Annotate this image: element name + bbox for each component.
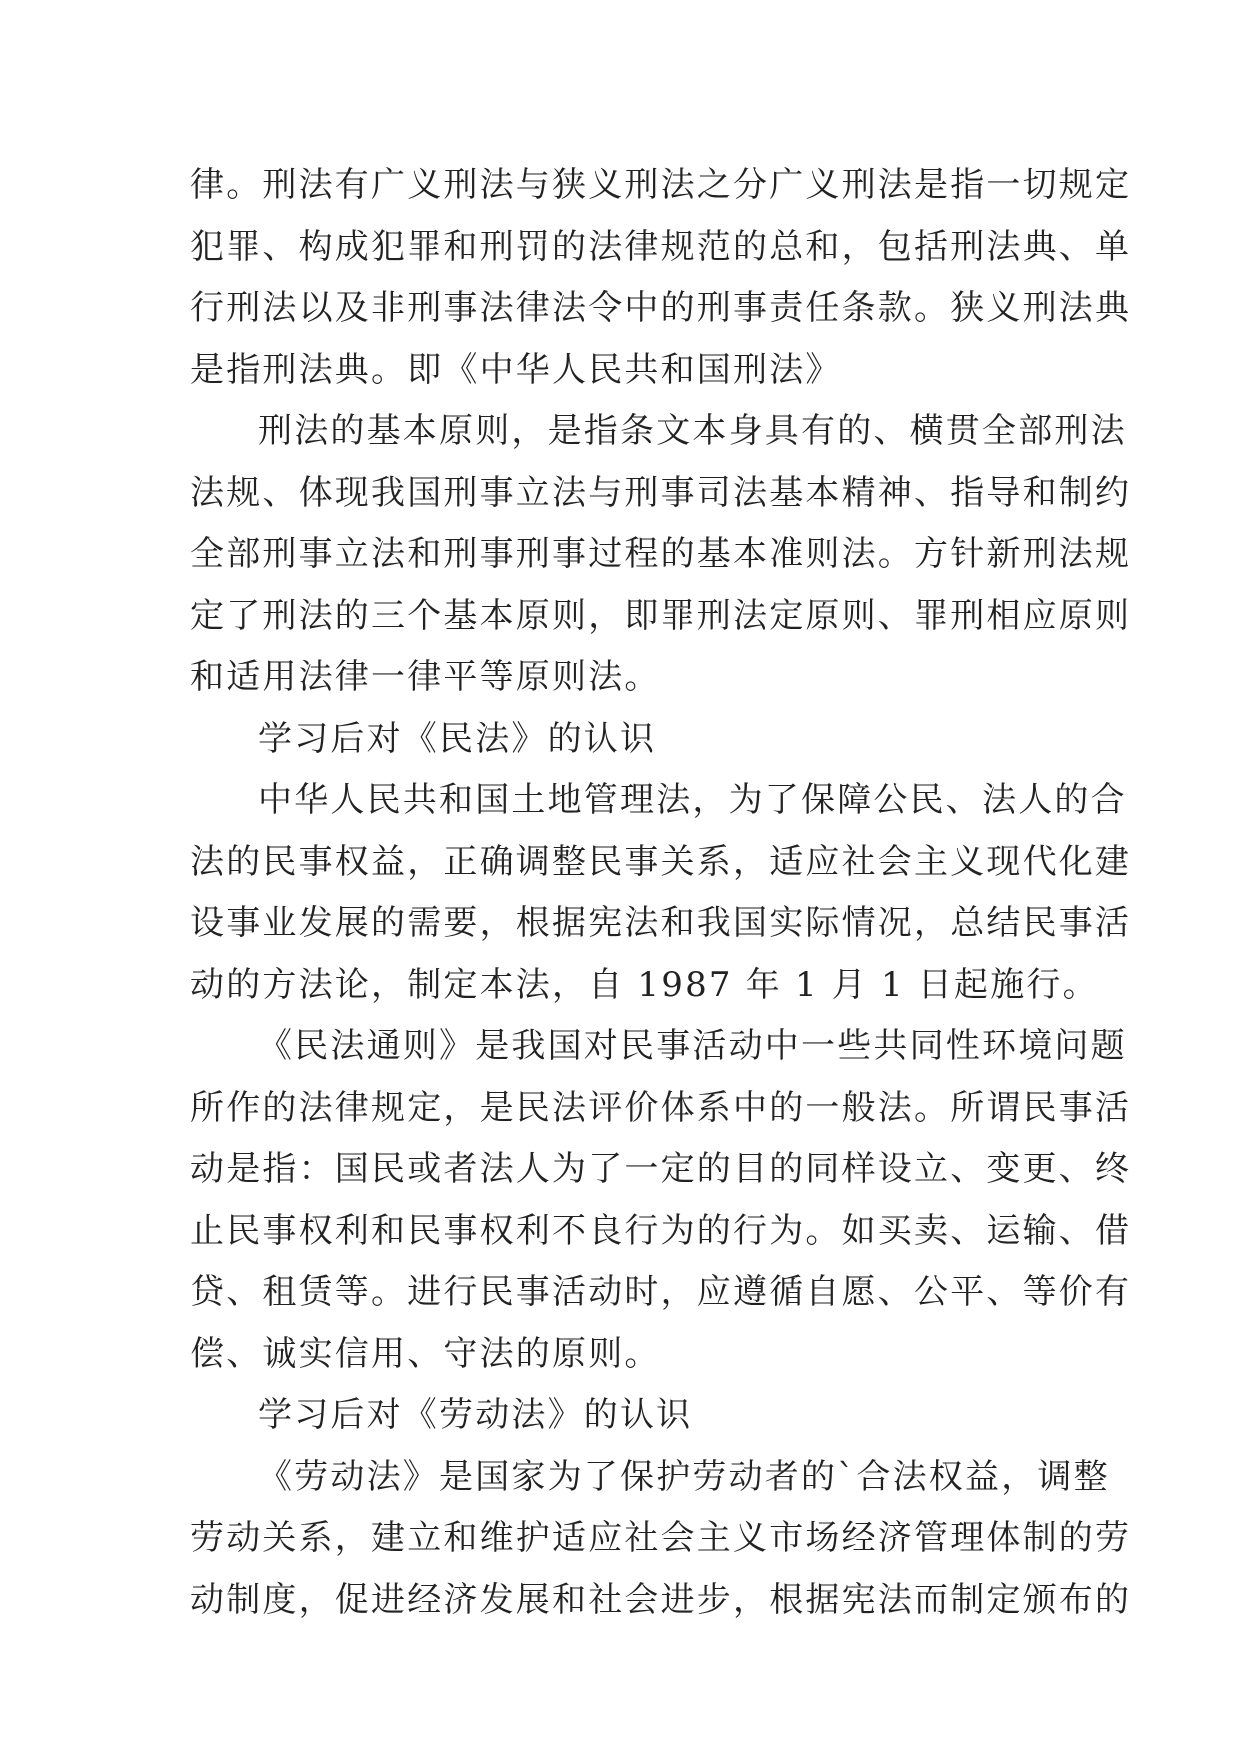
text-line: 学习后对《劳动法》的认识: [258, 1395, 693, 1435]
text-line: 动制度，促进经济发展和社会进步，根据宪法而制定颁布的: [190, 1579, 1132, 1620]
text-line: 是指刑法典。即《中华人民共和国刑法》: [190, 349, 842, 390]
text-line: 学习后对《民法》的认识: [258, 718, 657, 759]
text-line: 法的民事权益，正确调整民事关系，适应社会主义现代化建: [190, 841, 1132, 882]
text-line: 所作的法律规定，是民法评价体系中的一般法。所谓民事活: [190, 1087, 1132, 1128]
document-body: [190, 155, 1132, 1631]
text-line: 贷、租赁等。进行民事活动时，应遵循自愿、公平、等价有: [190, 1272, 1132, 1312]
text-line: 全部刑事立法和刑事刑事过程的基本准则法。方针新刑法规: [190, 534, 1132, 574]
text-line: 律。刑法有广义刑法与狭义刑法之分广义刑法是指一切规定: [190, 165, 1132, 205]
text-line: 犯罪、构成犯罪和刑罚的法律规范的总和，包括刑法典、单: [190, 226, 1132, 267]
text-line: 劳动关系，建立和维护适应社会主义市场经济管理体制的劳: [190, 1518, 1132, 1558]
text-line: 《民法通则》是我国对民事活动中一些共同性环境问题: [258, 1026, 1127, 1066]
text-line: 设事业发展的需要，根据宪法和我国实际情况，总结民事活: [190, 903, 1132, 943]
text-line: 偿、诚实信用、守法的原则。: [190, 1333, 661, 1374]
text-line: 刑法的基本原则，是指条文本身具有的、横贯全部刑法: [258, 411, 1127, 451]
text-line: 行刑法以及非刑事法律法令中的刑事责任条款。狭义刑法典: [190, 288, 1132, 328]
text-line: 《劳动法》是国家为了保护劳动者的`合法权益，调整: [258, 1456, 1110, 1497]
text-line: 和适用法律一律平等原则法。: [190, 657, 661, 697]
text-line: 中华人民共和国土地管理法，为了保障公民、法人的合: [258, 780, 1127, 820]
text-line: 法规、体现我国刑事立法与刑事司法基本精神、指导和制约: [190, 472, 1132, 513]
text-line: 动是指：国民或者法人为了一定的目的同样设立、变更、终: [190, 1149, 1132, 1189]
text-line: 止民事权利和民事权利不良行为的行为。如买卖、运输、借: [190, 1210, 1132, 1251]
text-line: 动的方法论，制定本法，自 1987 年 1 月 1 日起施行。: [190, 964, 1099, 1005]
text-line: 定了刑法的三个基本原则，即罪刑法定原则、罪刑相应原则: [190, 595, 1132, 636]
